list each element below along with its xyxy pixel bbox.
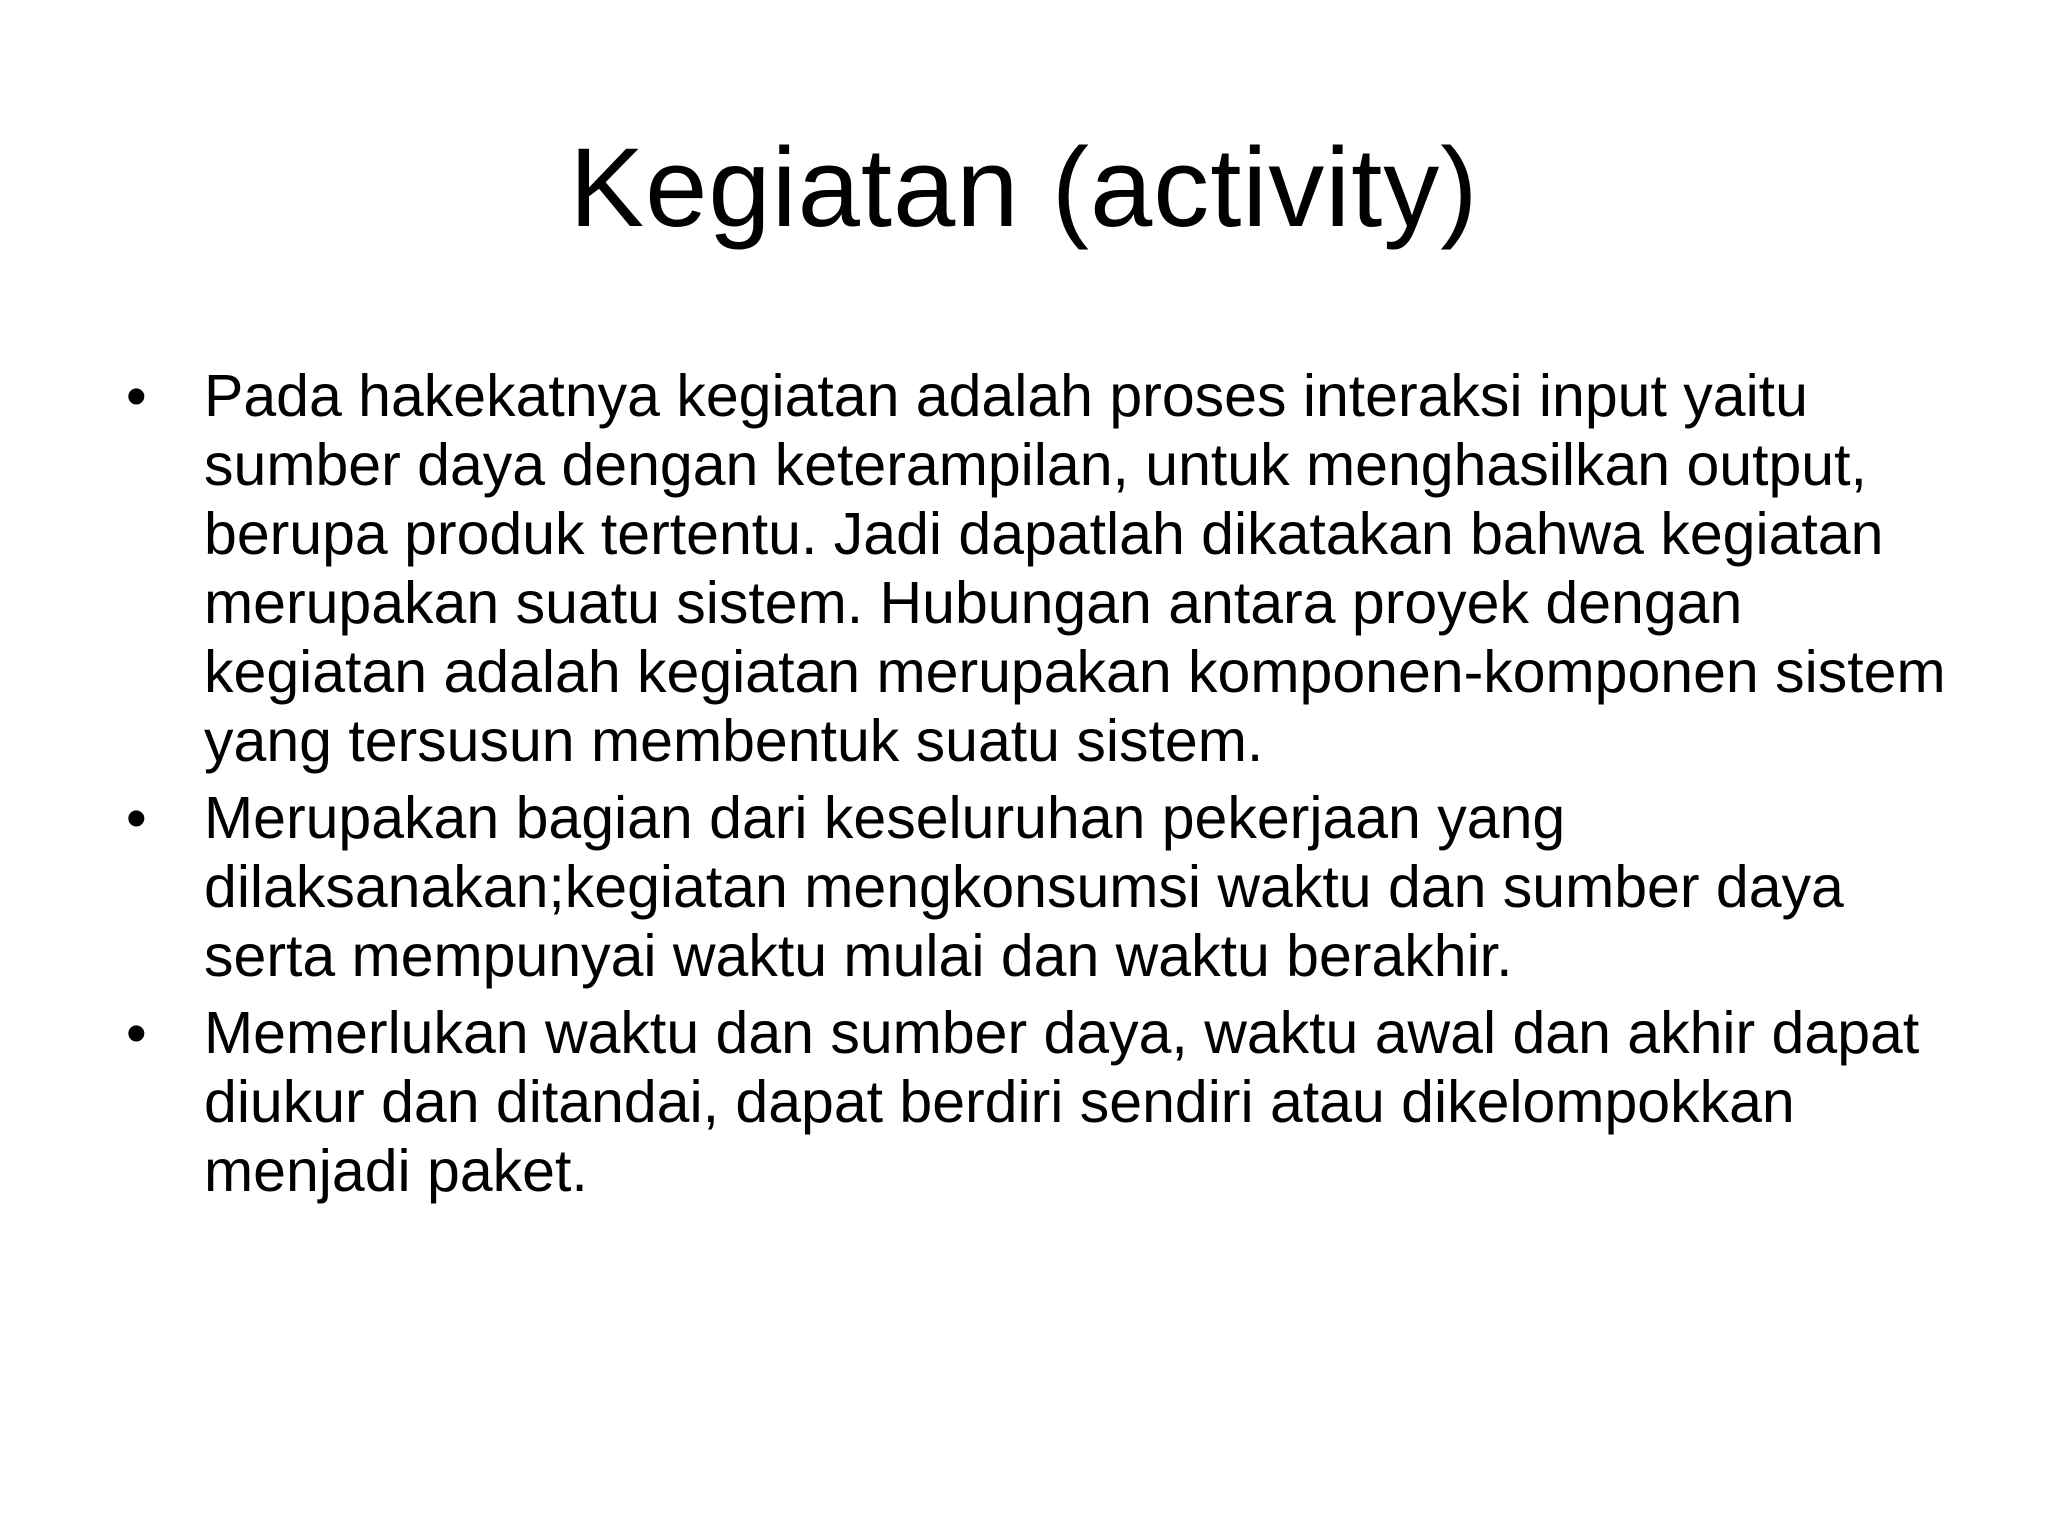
bullet-list <box>118 362 1978 1214</box>
bullet-dot-icon: • <box>126 785 147 851</box>
bullet-text: Memerlukan waktu dan sumber daya, waktu awal dan akhir dapat diukur dan ditandai, dapat berdiri sendiri atau dikelompokkan menjadi paket. <box>204 1000 1920 1204</box>
slide-title: Kegiatan (activity) <box>569 125 1479 250</box>
bullet-dot-icon: • <box>126 1000 147 1066</box>
bullet-item <box>118 362 1978 776</box>
bullet-item <box>118 784 1978 991</box>
bullet-text: Pada hakekatnya kegiatan adalah proses interaksi input yaitu sumber daya dengan keterampilan, untuk menghasilkan output, berupa produk tertentu. Jadi dapatlah dikatakan bahwa kegiatan merupakan suatu sistem. Hubungan antara proyek dengan kegiatan adalah kegiatan merupakan komponen-komponen sistem yang tersusun membentuk suatu sistem. <box>204 363 1946 774</box>
bullet-item <box>118 999 1978 1206</box>
bullet-text: Merupakan bagian dari keseluruhan pekerjaan yang dilaksanakan;kegiatan mengkonsumsi waktu dan sumber daya serta mempunyai waktu mulai dan waktu berakhir. <box>204 785 1844 989</box>
bullet-dot-icon: • <box>126 363 147 429</box>
